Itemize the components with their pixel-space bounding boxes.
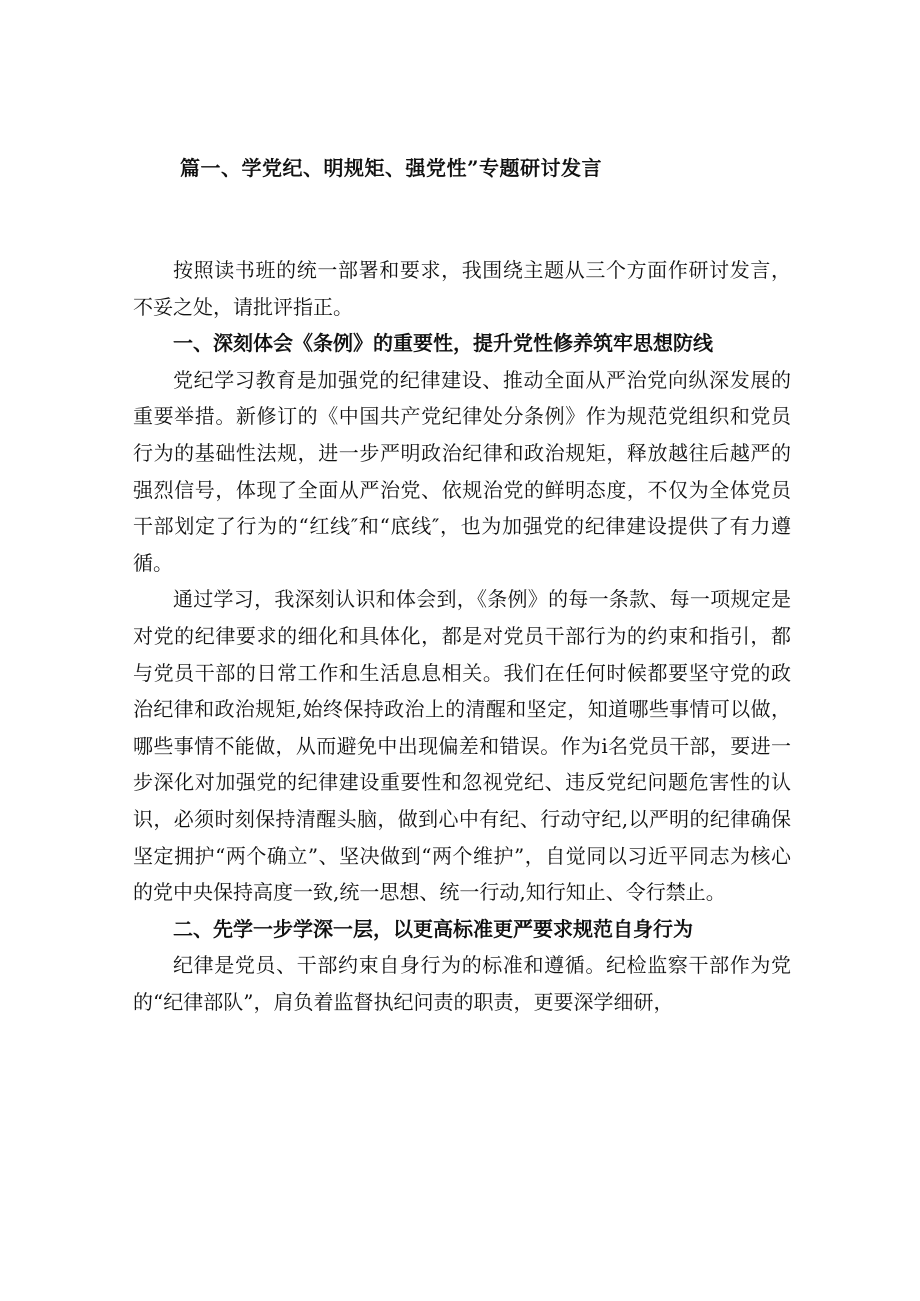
section-2-heading: 二、先学一步学深一层，以更高标准更严要求规范自身行为 <box>173 916 693 941</box>
section-1-heading: 一、深刻体会《条例》的重要性，提升党性修养筑牢思想防线 <box>173 331 713 356</box>
document-body <box>133 252 791 1020</box>
section-2-paragraph-1: 纪律是党员、干部约束自身行为的标准和遵循。纪检监察干部作为党的“纪律部队”，肩负着监督执纪问责的职责，更要深学细研， <box>133 953 791 1014</box>
intro-paragraph: 按照读书班的统一部署和要求，我围绕主题从三个方面作研讨发言，不妥之处，请批评指正。 <box>133 258 791 319</box>
section-1-paragraph-1: 党纪学习教育是加强党的纪律建设、推动全面从严治党向纵深发展的重要举措。新修订的《中国共产党纪律处分条例》作为规范党组织和党员行为的基础性法规，进一步严明政治纪律和政治规矩，释放越往后越严的强烈信号，体现了全面从严治党、依规治党的鲜明态度，不仅为全体党员干部划定了行为的“红线″和“底线″，也为加强党的纪律建设提供了有力遵循。 <box>133 367 791 575</box>
document-title: 篇一、学党纪、明规矩、强党性”专题研讨发言 <box>180 156 603 180</box>
section-1-paragraph-2: 通过学习，我深刻认识和体会到，《条例》的每一条款、每一项规定是对党的纪律要求的细化和具体化，都是对党员干部行为的约束和指引，都与党员干部的日常工作和生活息息相关。我们在任何时候都要坚守党的政治纪律和政治规矩,始终保持政治上的清醒和坚定，知道哪些事情可以做，哪些事情不能做，从而避免中出现偏差和错误。作为i名党员干部，要进一步深化对加强党的纪律建设重要性和忽视党纪、违反党纪问题危害性的认识，必须时刻保持清醒头脑，做到心中有纪、行动守纪,以严明的纪律确保坚定拥护“两个确立”、坚决做到“两个维护”，自觉同以习近平同志为核心的党中央保持高度一致,统一思想、统一行动,知行知止、令行禁止。 <box>133 587 791 905</box>
